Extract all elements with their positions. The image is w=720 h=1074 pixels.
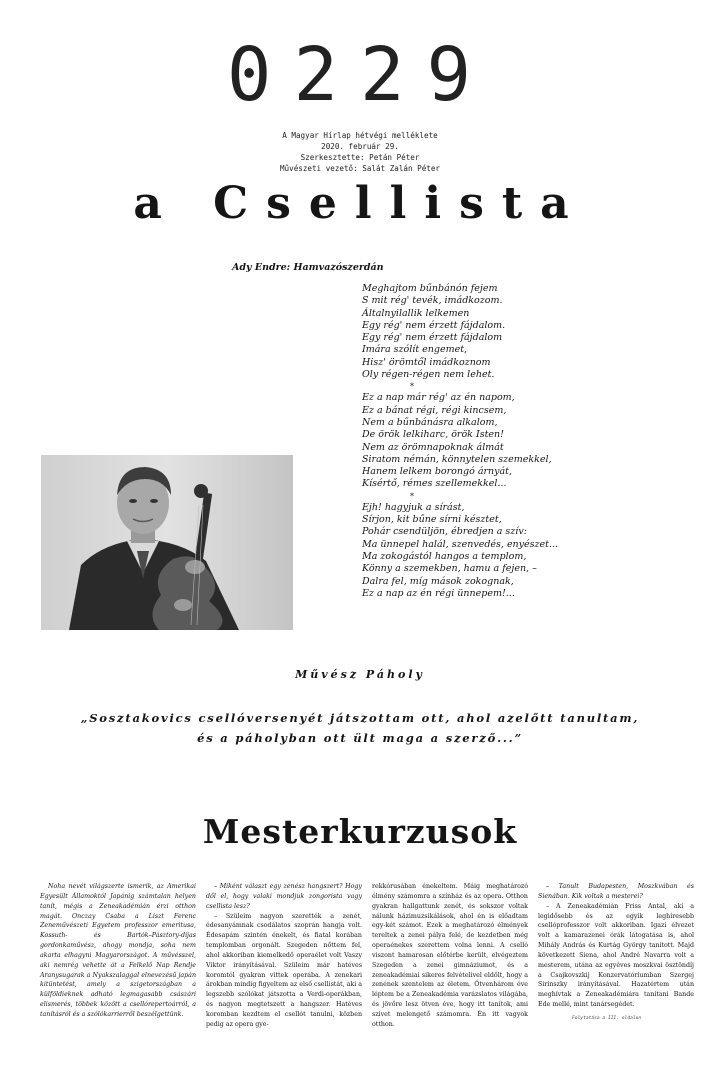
poem-line: Egy rég' nem érzett fájdalom [362, 332, 503, 344]
article-column-2 [206, 882, 362, 1030]
poem-line: Ma zokogástól hangos a templom, [362, 550, 527, 562]
poem [362, 283, 622, 600]
interview-answer-continued: rekkórusában énekeltem. Máig meghatározó élmény számomra a színház és az opera. Otthon gyakran hallgattunk zenét, és sokszor voltak nálunk házimuzsikálások, ahol én is előadtam egy-két számot. Ezek a meghatározó élmények tereltek a zenei pálya felé, de kezdetben még operaénekes szerettem volna lenni. A cselló viszont hamarosan előtérbe került, elvégeztem Szegeden a zenei gimnáziumot, és a zeneakadémiai sikeres felvételivel eldőlt, hogy a zenének szentelem az életem. Ötvenhárom éve léptem be a Zeneakadémia varázslatos világába, és jövőre lesz ötven éve, hogy itt tanítok, ami szívet melengető számomra. Én itt vagyok otthon. [372, 883, 528, 1028]
poem-line: Ez a bánat régi, régi kincsem, [362, 404, 507, 416]
poem-stanza-separator: * [410, 491, 414, 501]
article-column-4 [538, 882, 694, 1010]
poem-stanza-separator: * [410, 382, 414, 392]
poem-line: Kísértő, rémes szellemekkel... [362, 478, 507, 490]
poem-line: Imára szólít engemet, [362, 344, 468, 356]
interview-answer: – A Zeneakadémián Friss Antal, aki a legidősebb és az egyik leghíresebb csellóprofesszor volt akkoriban. Igazi élvezet volt a kamarazenei órák látogatása is, ahol Mihály András és Kurtág György tanított. Majd következett Siena, ahol André Navarra volt a mesterem, utána az egyéves moszkvai ösztöndíj a Csajkovszkij Konzervatóriumban Szergej Sirinszky irányításával. Hazatértem után meghívtak a Zeneakadémiára tanítani Bande Ede mellé, mint tanársegédet. [538, 902, 694, 1009]
poem-line: Ma ünnepel halál, szenvedés, enyészet... [362, 538, 559, 550]
section-label: Művész Páholy [295, 668, 425, 681]
poem-line: Oly régen-régen nem lehet. [362, 369, 495, 381]
poem-line: Nem az örömnapoknak álmát [362, 441, 504, 453]
poem-line: Hanem lelkem borongó árnyát, [362, 466, 513, 478]
cellist-photo-image [41, 455, 293, 630]
issue-number: 0229 [226, 32, 494, 118]
masthead [0, 130, 720, 174]
article-column-1 [40, 882, 196, 1020]
cellist-photo [41, 455, 293, 630]
poem-line: Könny a szemekben, hamu a fejen, – [362, 563, 537, 575]
masthead-date: 2020. február 29. [321, 142, 399, 151]
poem-line: S mit rég' tevék, imádkozom. [362, 295, 503, 307]
pull-quote [40, 708, 680, 748]
interview-question: – Miként választ egy zenész hangszert? Hogy dől el, hogy valaki mondjuk zongorista vagy csellista lesz? [206, 883, 362, 910]
masthead-publication: A Magyar Hírlap hétvégi melléklete [282, 131, 438, 140]
poem-line: Ez a nap az én régi ünnepem!... [362, 587, 515, 599]
interview-answer: – Szüleim nagyon szerették a zenét, édesanyámnak csodálatos szoprán hangja volt. Édesapám szintén énekelt, és fiatal korában templomban orgonált. Szegeden nőttem fel, ahol akkoriban kiemelkedő operaélet volt Vaszy Viktor irányításával. Szüleim már hatéves koromtól gyakran vittek operába. A zenekari árokban mindig figyeltem az első csellistát, aki a legszebb szólókat játszotta a Verdi-operákban, és nagyon megtetszett a hangszer. Hatéves koromban kezdtem el csellót tanulni, közben pedig az opera gye- [206, 912, 362, 1028]
continued-note: Folytatása a III. oldalon [572, 1016, 642, 1021]
interview-question: – Tanult Budapesten, Moszkvában és Sienában. Kik voltak a mesterei? [538, 883, 694, 900]
poem-line: Siratom némán, könnytelen szemekkel, [362, 453, 552, 465]
poem-line: Nem a bűnbánásra alkalom, [362, 416, 498, 428]
poem-line: Dalra fel, míg mások zokognak, [362, 575, 514, 587]
pull-quote-line-1: „Sosztakovics csellóversenyét játszottam ott, ahol azelőtt tanultam, [80, 711, 640, 725]
poem-line: Hisz' örömtől imádkoznom [362, 356, 491, 368]
poem-line: Pohár csendüljön, ébredjen a szív: [362, 526, 527, 538]
poem-line: De örök lelkiharc, örök Isten! [362, 429, 504, 441]
poem-line: Meghajtom bűnbánón fejem [362, 283, 498, 294]
poem-line: Ejh! hagyjuk a sírást, [362, 501, 465, 513]
poem-line: Általnyilallik lelkemen [362, 307, 470, 319]
poem-title: Ady Endre: Hamvazószerdán [232, 262, 384, 273]
page-title: a Csellista [133, 178, 587, 229]
poem-line: Egy rég' nem érzett fájdalom. [362, 319, 506, 331]
article-column-3 [372, 882, 528, 1030]
article-lead: Noha nevét világszerte ismerik, az Amerikai Egyesült Államoktól Japánig számtalan helyen tanít, mégis a Zeneakadémián érzi otthon magát. Onczay Csaba a Liszt Ferenc Zeneművészeti Egyetem professzor emeritusa, Kossuth- és Bartók–Pásztory-díjas gordonkaművész, ahogy mondja, soha nem akarta elhagyni Magyarországot. A művésszel, aki nemrég vehette át a Felkelő Nap Rendje Aranysugarak a Nyakszalaggal elnevezésű japán kitüntetést, amely a szigetországban a külföldieknek adható legmagasabb császári elismerés, többek között a csellórepertoárról, a tanításról és a szólókarrierről beszélgettünk. [40, 883, 196, 1018]
poem-line: Sírjon, kit bűne sírni késztet, [362, 514, 502, 526]
article-headline: Mesterkurzusok [202, 812, 518, 851]
masthead-art-director: Művészeti vezető: Salát Zalán Péter [279, 164, 440, 173]
poem-line: Ez a nap már rég' az én napom, [362, 392, 515, 404]
pull-quote-line-2: és a páholyban ott ült maga a szerző...” [197, 731, 523, 745]
masthead-editor: Szerkesztette: Petán Péter [300, 153, 420, 162]
